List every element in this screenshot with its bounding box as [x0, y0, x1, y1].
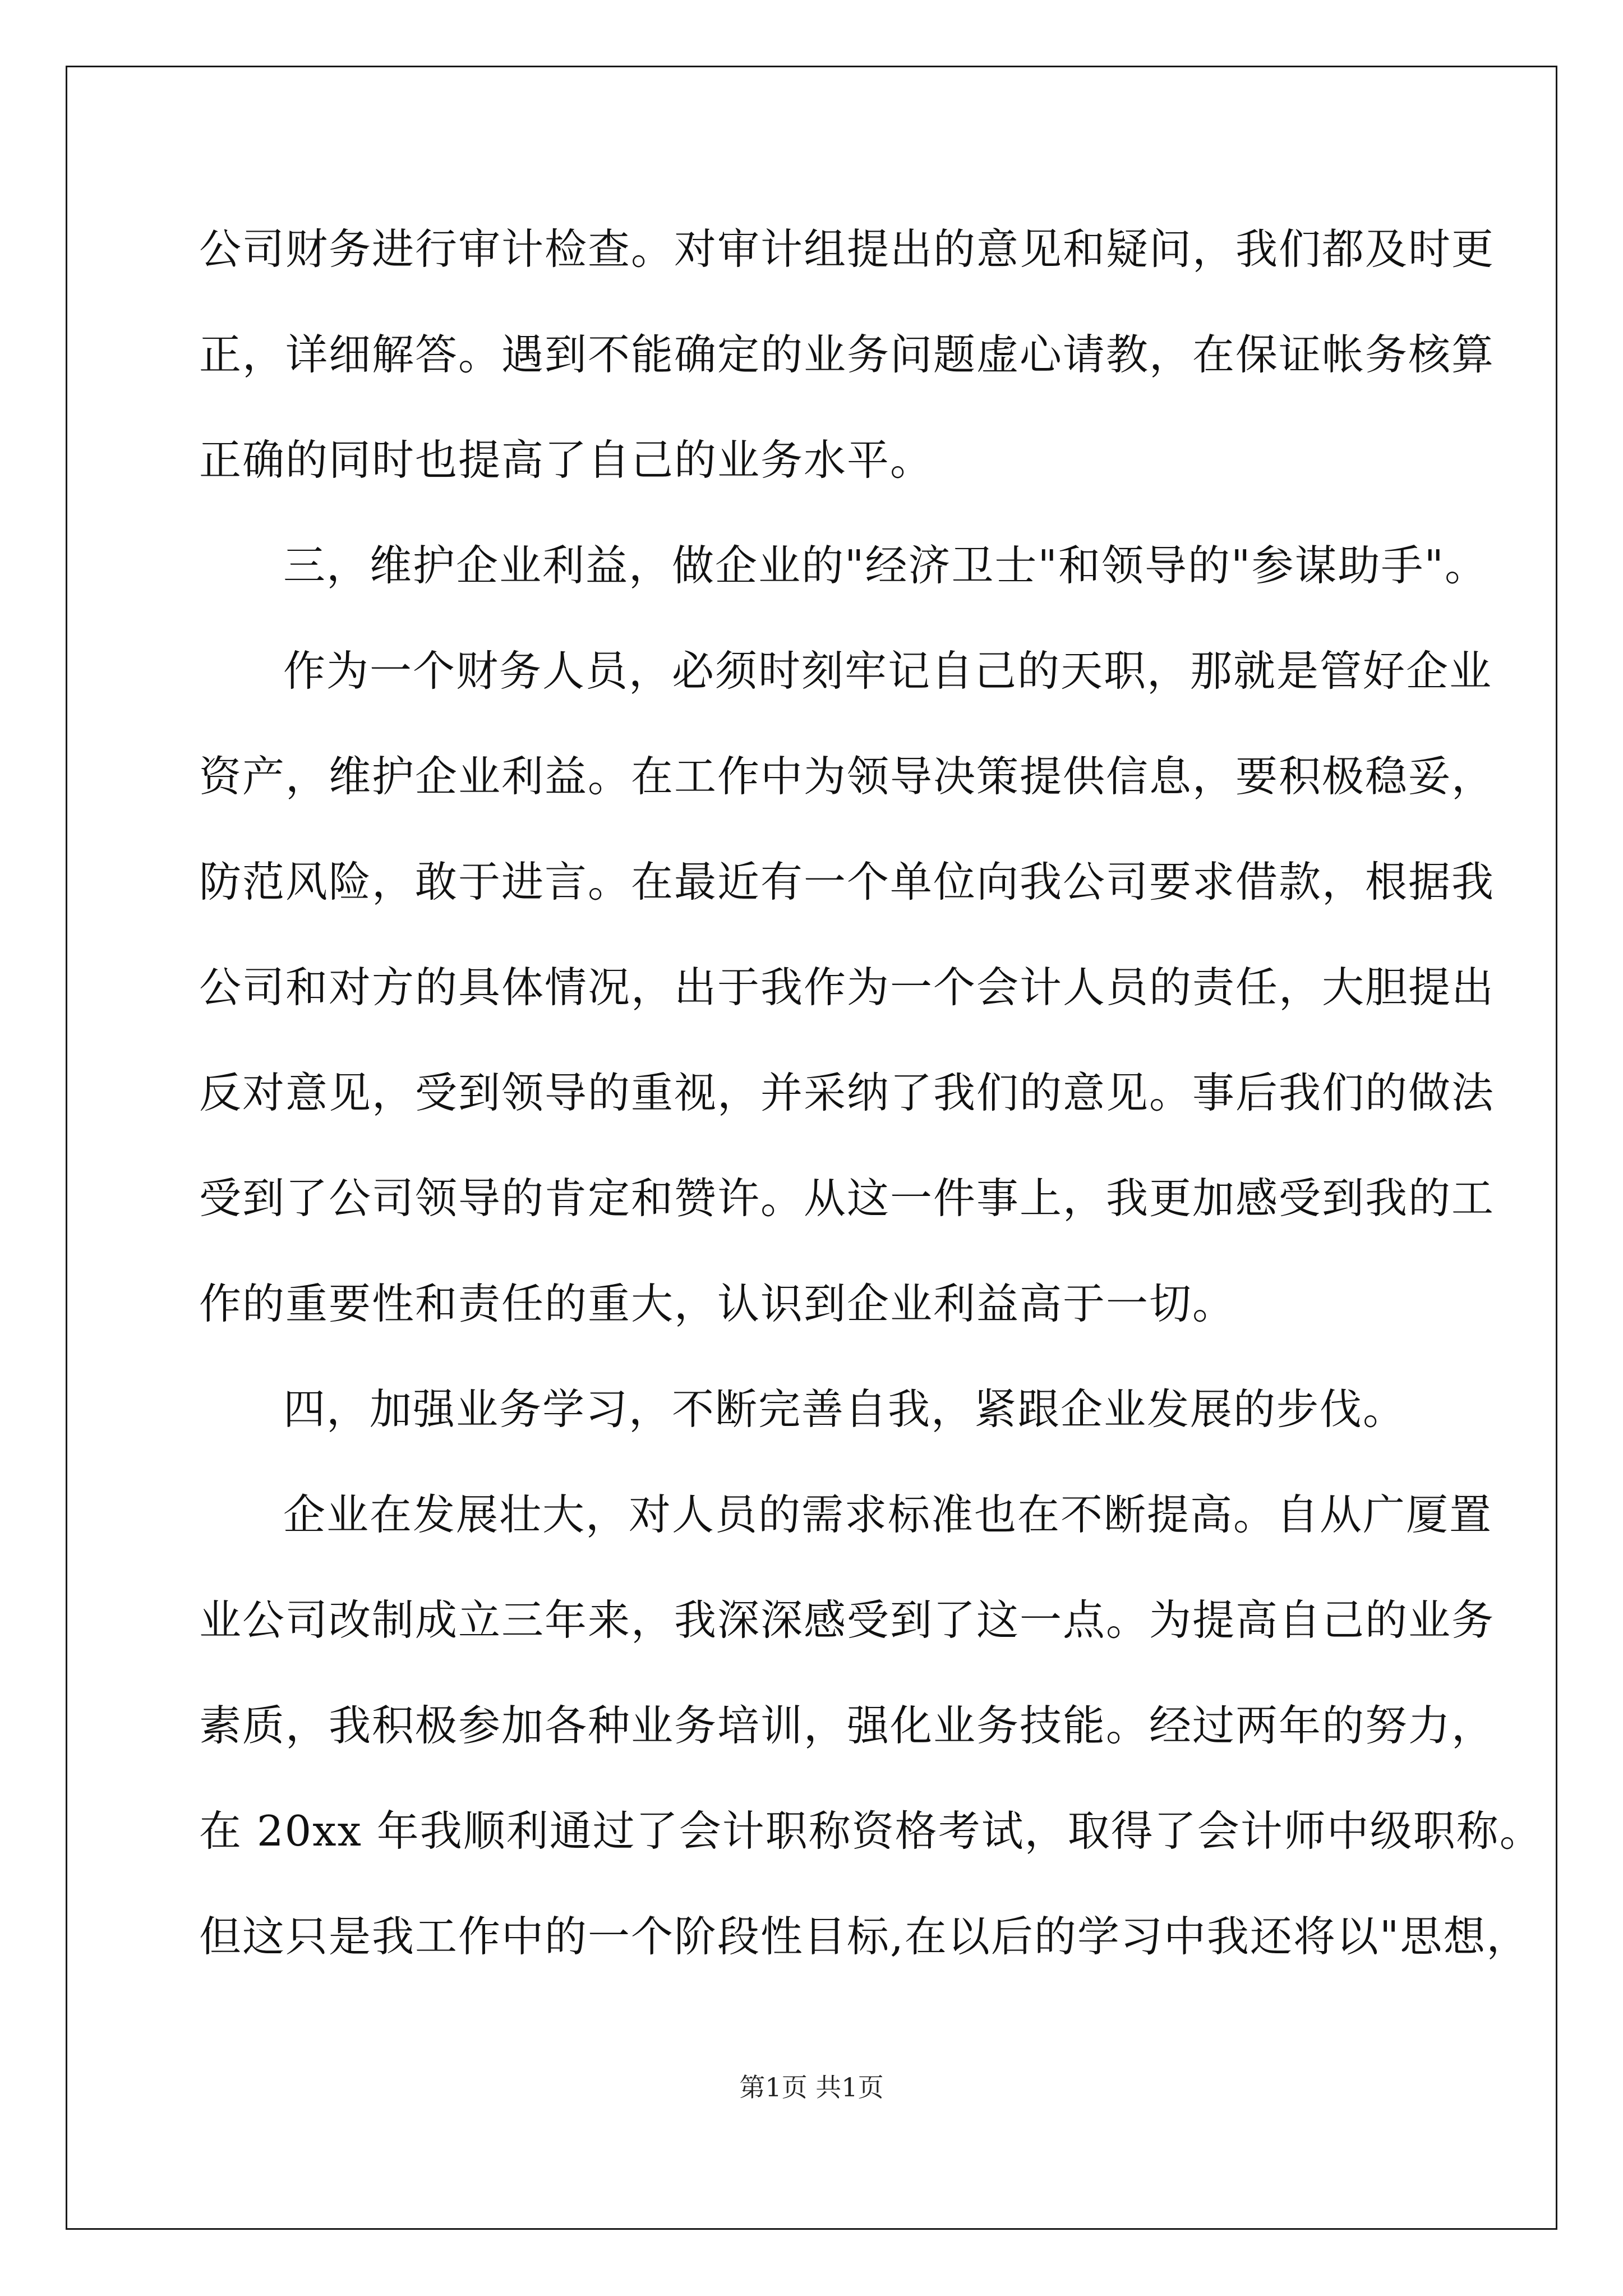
text-line: 素质，我积极参加各种业务培训，强化业务技能。经过两年的努力，: [199, 1701, 1495, 1750]
text-line: 公司和对方的具体情况，出于我作为一个会计人员的责任，大胆提出: [199, 963, 1495, 1012]
text-line: 正确的同时也提高了自己的业务水平。: [199, 435, 934, 485]
text-line: 但这只是我工作中的一个阶段性目标,在以后的学习中我还将以"思想，: [199, 1912, 1530, 1961]
text-line: 资产，维护企业利益。在工作中为领导决策提供信息，要积极稳妥，: [199, 752, 1495, 801]
document-body: [199, 196, 1543, 1989]
text-line: 反对意见，受到领导的重视，并采纳了我们的意见。事后我们的做法: [199, 1068, 1495, 1117]
text-line: 在 20xx 年我顺利通过了会计职称资格考试，取得了会计师中级职称。: [199, 1806, 1543, 1856]
page-footer: 第1页 共1页: [739, 2072, 884, 2102]
text-line: 公司财务进行审计检查。对审计组提出的意见和疑问，我们都及时更: [199, 224, 1495, 274]
text-line: 业公司改制成立三年来，我深深感受到了这一点。为提高自己的业务: [199, 1595, 1495, 1645]
text-line: 防范风险，敢于进言。在最近有一个单位向我公司要求借款，根据我: [199, 857, 1495, 907]
text-line: 受到了公司领导的肯定和赞许。从这一件事上，我更加感受到我的工: [199, 1174, 1495, 1223]
section-heading-3: 三，维护企业利益，做企业的"经济卫士"和领导的"参谋助手"。: [283, 541, 1488, 590]
section-heading-4: 四，加强业务学习，不断完善自我，紧跟企业发展的步伐。: [283, 1384, 1407, 1434]
text-line: 作为一个财务人员，必须时刻牢记自己的天职，那就是管好企业: [283, 646, 1493, 696]
text-line: 正，详细解答。遇到不能确定的业务问题虚心请教，在保证帐务核算: [199, 330, 1495, 379]
text-line: 企业在发展壮大，对人员的需求标准也在不断提高。自从广厦置: [283, 1490, 1493, 1539]
text-line: 作的重要性和责任的重大，认识到企业利益高于一切。: [199, 1279, 1236, 1328]
